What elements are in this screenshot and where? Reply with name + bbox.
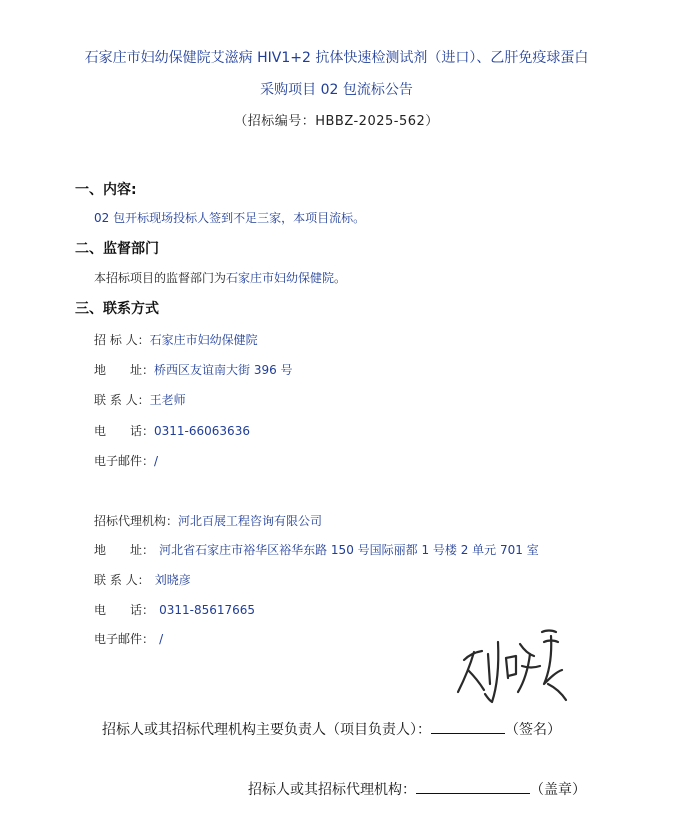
- section-2-heading: 二、监督部门: [75, 241, 159, 257]
- purchaser-email: /: [154, 454, 159, 468]
- title-line-1: 石家庄市妇幼保健院艾滋病 HIV1+2 抗体快速检测试剂（进口）、乙肝免疫球蛋白: [84, 50, 589, 66]
- signature-line-1-suffix: （签名）: [505, 722, 561, 738]
- agency-phone-row: [94, 599, 255, 618]
- agency-email-label: 电子邮件：: [94, 632, 155, 646]
- signature-line-1: [102, 719, 561, 739]
- section-2-prefix: 本招标项目的监督部门为: [94, 271, 227, 285]
- signature-line-2-blank[interactable]: [416, 792, 530, 794]
- purchaser-address: 桥西区友谊南大街 396 号: [154, 363, 293, 377]
- signature-line-2-suffix: （盖章）: [530, 782, 586, 798]
- agency-email-row: [94, 628, 163, 647]
- purchaser-address-row: [94, 359, 293, 378]
- handwritten-signature: [452, 614, 572, 706]
- agency-name-label: 招标代理机构：: [94, 514, 179, 528]
- purchaser-contact: 王老师: [149, 393, 186, 407]
- section-2-text: [94, 269, 346, 286]
- agency-address: 河北省石家庄市裕华区裕华东路 150 号国际丽都 1 号楼 2 单元 701 室: [159, 543, 539, 557]
- agency-contact-label: 联 系 人：: [94, 573, 150, 587]
- purchaser-name-label: 招 标 人：: [94, 333, 150, 347]
- purchaser-email-label: 电子邮件：: [94, 454, 155, 468]
- purchaser-phone-label: 电 话：: [94, 424, 155, 438]
- signature-line-2: [248, 779, 586, 799]
- purchaser-contact-label: 联 系 人：: [94, 393, 150, 407]
- purchaser-email-row: [94, 450, 158, 469]
- section-1-heading: 一、内容:: [75, 182, 137, 198]
- section-3-heading: 三、联系方式: [75, 301, 159, 317]
- signature-line-1-label: 招标人或其招标代理机构主要负责人（项目负责人）：: [102, 722, 431, 738]
- agency-name: 河北百展工程咨询有限公司: [178, 514, 323, 528]
- section-2-org: 石家庄市妇幼保健院: [226, 271, 335, 285]
- purchaser-phone: 0311-66063636: [154, 424, 250, 438]
- section-1-text: 02 包开标现场投标人签到不足三家，本项目流标。: [94, 211, 366, 225]
- agency-contact-row: [94, 569, 191, 588]
- agency-address-label: 地 址：: [94, 543, 155, 557]
- purchaser-name-row: [94, 329, 258, 348]
- signature-line-1-blank[interactable]: [431, 732, 505, 734]
- bid-code: （招标编号：HBBZ-2025-562）: [234, 114, 439, 129]
- agency-phone: 0311-85617665: [159, 603, 256, 617]
- agency-name-row: [94, 510, 322, 529]
- title-line-2: 采购项目 02 包流标公告: [260, 82, 413, 98]
- purchaser-address-label: 地 址：: [94, 363, 155, 377]
- agency-contact: 刘晓彦: [154, 573, 191, 587]
- purchaser-phone-row: [94, 420, 250, 439]
- section-2-suffix: 。: [334, 271, 347, 285]
- signature-line-2-label: 招标人或其招标代理机构：: [248, 782, 416, 798]
- agency-address-row: [94, 539, 539, 558]
- agency-phone-label: 电 话：: [94, 603, 155, 617]
- purchaser-contact-row: [94, 389, 186, 408]
- agency-email: /: [159, 632, 164, 646]
- purchaser-name: 石家庄市妇幼保健院: [149, 333, 258, 347]
